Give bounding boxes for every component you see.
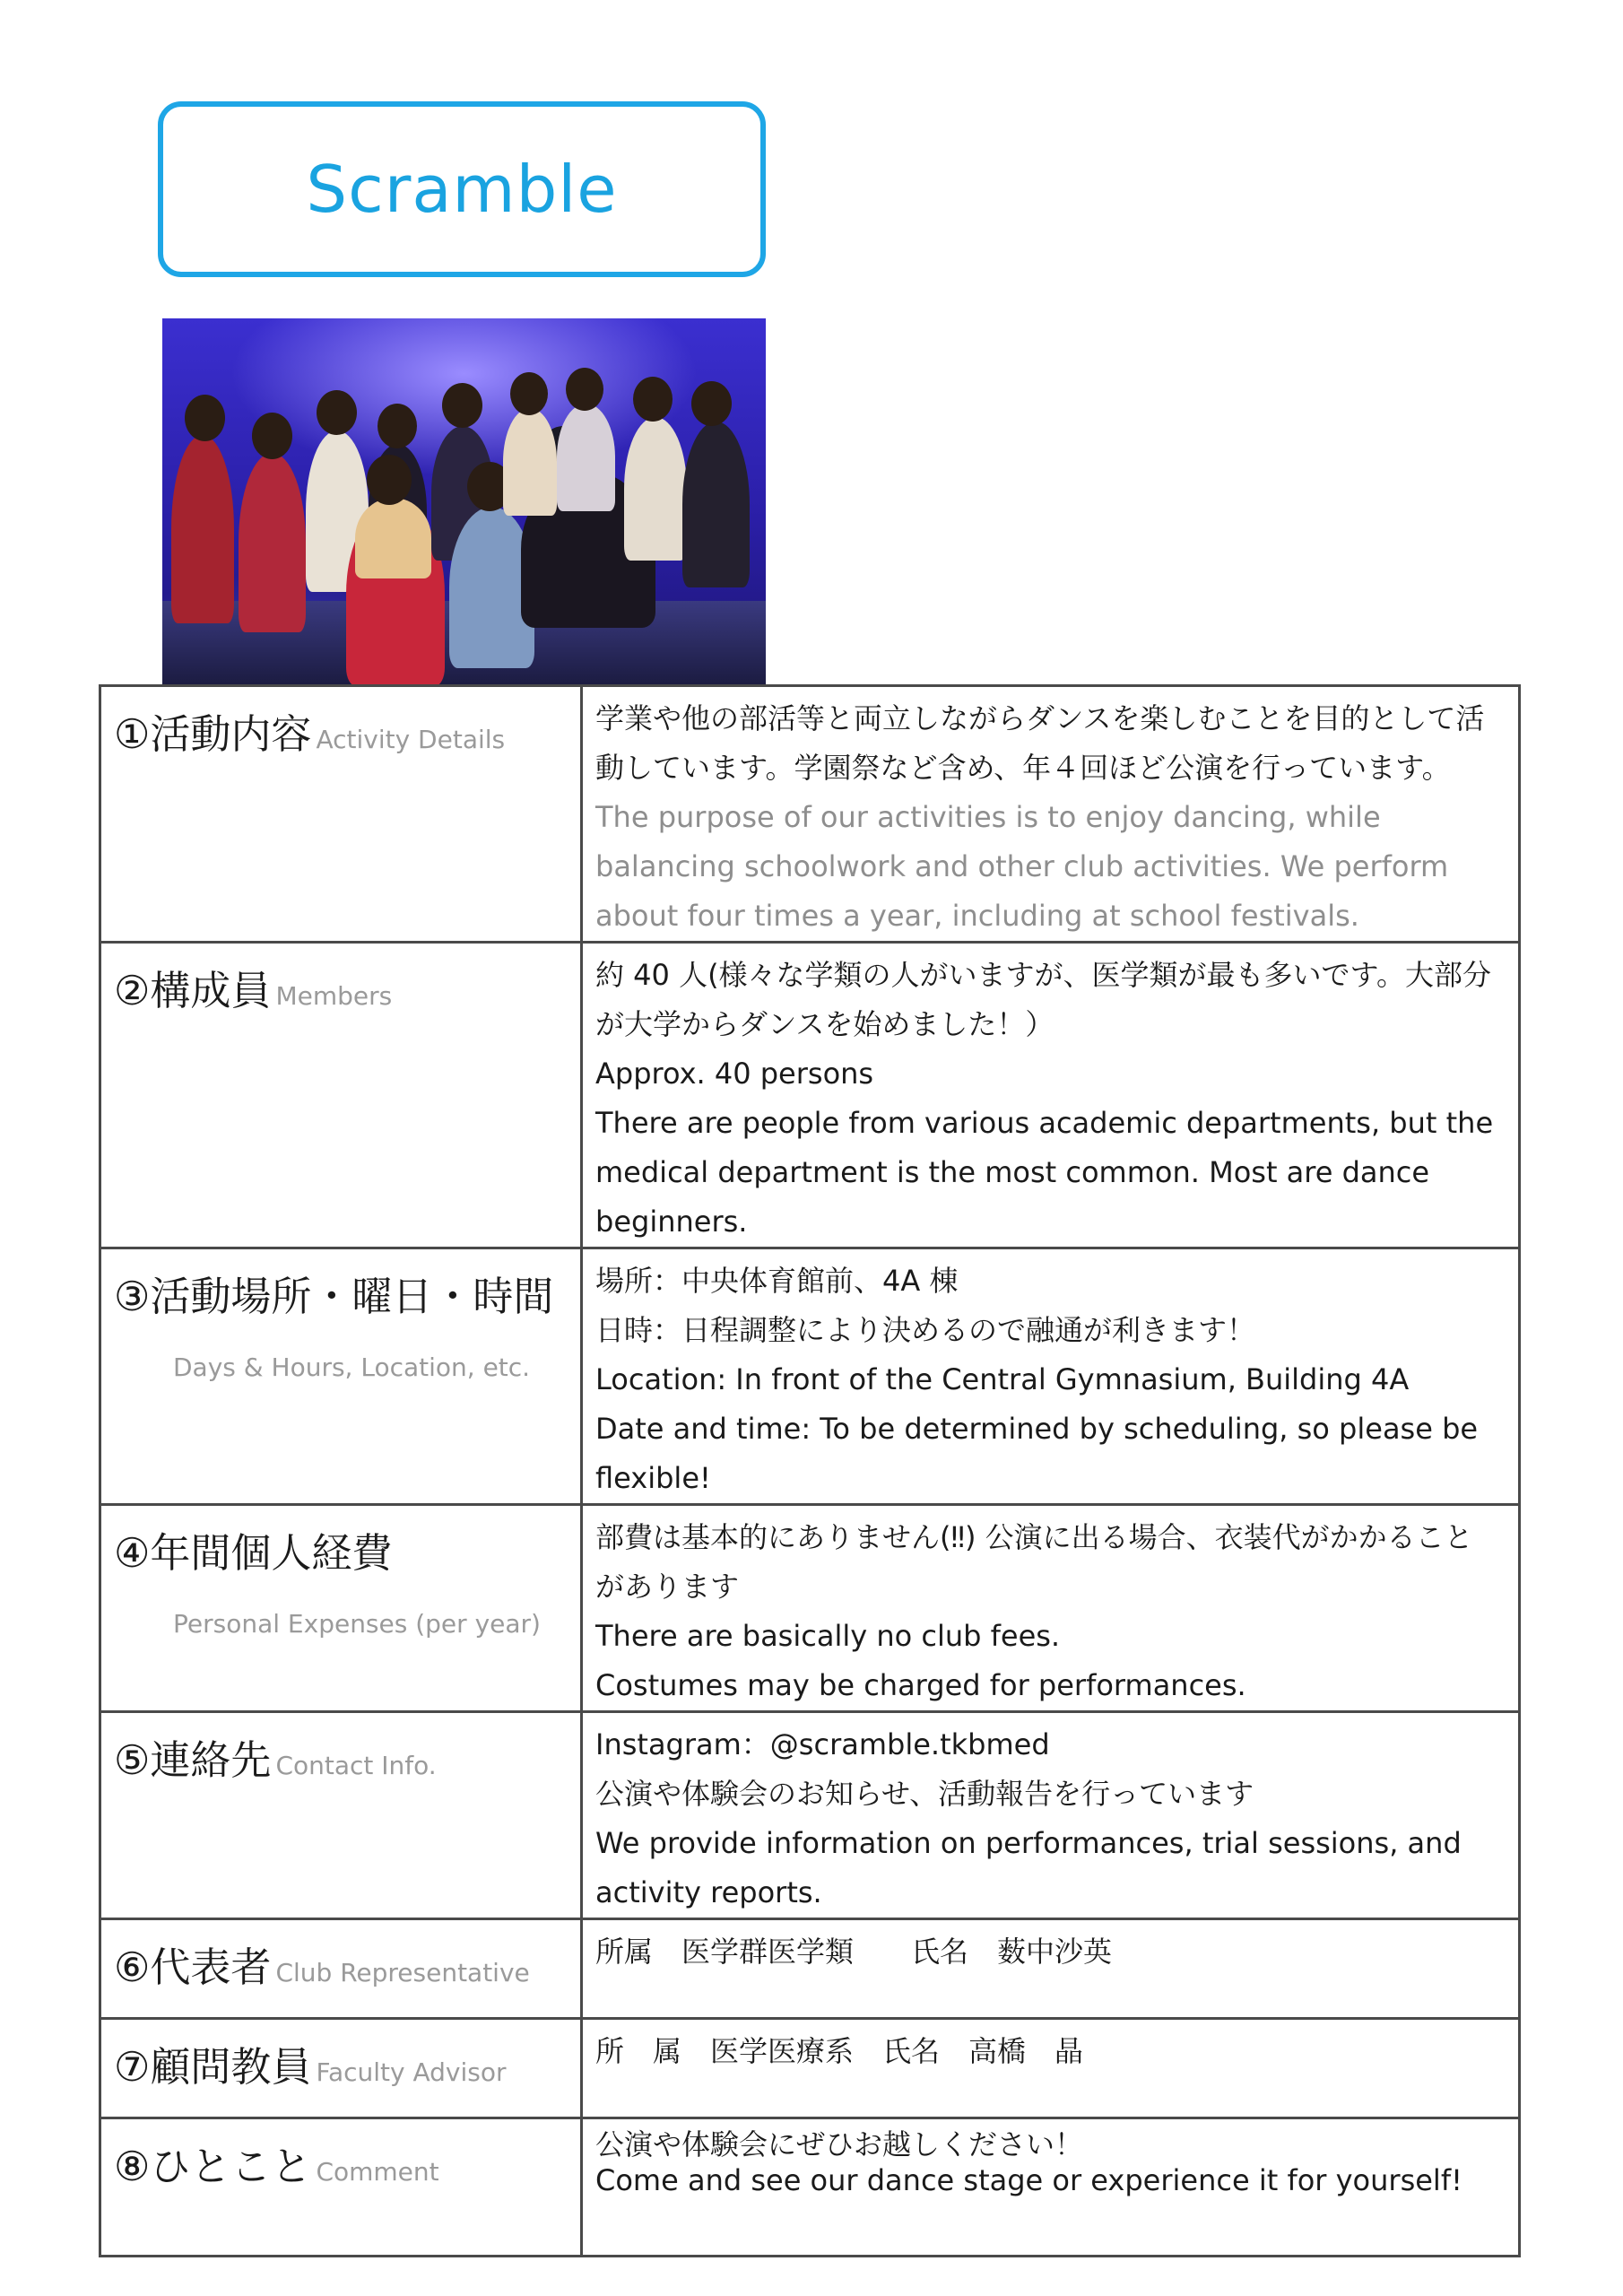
label-en: Club Representative [275,1958,530,1987]
content-line: 公演や体験会のお知らせ、活動報告を行っています [595,1777,1254,1811]
label-en: Members [275,981,393,1011]
row-label [100,1505,582,1712]
row-content [582,1248,1520,1505]
label-ja: ⑦顧問教員 [114,2043,312,2091]
content-line: 動しています。学園祭など含め、年４回ほど公演を行っています。 [595,751,1451,785]
group-photo [162,318,766,686]
club-title: Scramble [306,152,618,227]
table-row [100,2118,1520,2257]
label-ja: ③活動場所・曜日・時間 [114,1273,554,1320]
content-line: 公演や体験会にぜひお越しください！ [595,2127,1084,2161]
row-label [100,1712,582,1919]
info-table [99,684,1521,2257]
content-line: があります [595,1570,740,1604]
person-head [633,377,673,422]
person-head [367,455,412,505]
table-row [100,2019,1520,2118]
content-line: There are people from various academic departments, but the [595,1106,1494,1140]
content-line: 学業や他の部活等と両立しながらダンスを楽しむことを目的として活 [595,701,1485,735]
content-line: activity reports. [595,1875,822,1909]
person-head [691,381,732,426]
label-en: Activity Details [316,725,506,754]
content-line-en: balancing schoolwork and other club activities. We perform [595,849,1449,883]
row-content [582,686,1520,943]
label-en: Faculty Advisor [316,2057,507,2087]
content-line-en: The purpose of our activities is to enjoy dancing, while [595,800,1381,834]
content-line: beginners. [595,1205,748,1239]
person-figure [624,417,687,561]
content-line: Costumes may be charged for performances. [595,1668,1246,1702]
label-en: Days & Hours, Location, etc. [173,1352,531,1382]
person-head [566,368,603,411]
club-title-box [158,101,766,277]
content-line: Date and time: To be determined by scheduling, so please be [595,1412,1479,1446]
content-line: Instagram：@scramble.tkbmed [595,1727,1050,1761]
content-line: 約 40 人(様々な学類の人がいますが、医学類が最も多いです。大部分 [595,958,1491,992]
row-label [100,2019,582,2118]
row-content [582,2019,1520,2118]
content-line: が大学からダンスを始めました！） [595,1007,1055,1041]
row-label [100,1248,582,1505]
label-en: Comment [316,2157,439,2187]
label-ja: ⑤連絡先 [114,1736,272,1784]
label-ja: ②構成員 [114,967,272,1014]
person-head [510,372,548,415]
content-line: Approx. 40 persons [595,1057,874,1091]
label-ja: ⑥代表者 [114,1944,272,1991]
content-line: 所属 医学群医学類 氏名 薮中沙英 [595,1935,1113,1969]
table-row [100,1919,1520,2019]
content-line: 場所：中央体育館前、4A 棟 [595,1264,959,1298]
content-line: 日時：日程調整により決めるので融通が利きます！ [595,1313,1256,1347]
row-label [100,1919,582,2019]
row-content [582,1505,1520,1712]
row-content [582,1919,1520,2019]
table-row [100,1712,1520,1919]
table-row [100,943,1520,1248]
row-content [582,1712,1520,1919]
person-figure [171,435,234,623]
person-head [317,390,357,435]
content-line: 部費は基本的にありません(‼) 公演に出る場合、衣装代がかかること [595,1520,1473,1554]
label-ja: ④年間個人経費 [114,1529,393,1577]
person-figure [239,453,306,632]
label-en: Contact Info. [275,1751,437,1780]
label-en: Personal Expenses (per year) [173,1609,541,1639]
row-label [100,2118,582,2257]
person-head [378,404,417,448]
content-line: medical department is the most common. Most are dance [595,1155,1430,1189]
table-row [100,1505,1520,1712]
content-line-en: about four times a year, including at school festivals. [595,899,1359,933]
row-content [582,943,1520,1248]
row-content [582,2118,1520,2257]
content-line: Come and see our dance stage or experience it for yourself! [595,2163,1462,2197]
label-ja: ①活動内容 [114,710,312,758]
person-head [252,413,292,459]
row-label [100,943,582,1248]
person-head [442,383,482,428]
table-row [100,1248,1520,1505]
label-ja: ⑧ひとこと [114,2143,312,2190]
person-figure [503,408,557,516]
row-label [100,686,582,943]
person-head [185,395,225,441]
person-figure [355,498,431,578]
person-figure [557,404,615,511]
content-line: We provide information on performances, trial sessions, and [595,1826,1462,1860]
content-line: There are basically no club fees. [595,1619,1061,1653]
content-line: Location: In front of the Central Gymnasium, Building 4A [595,1362,1410,1396]
content-line: flexible! [595,1461,711,1495]
content-line: 所 属 医学医療系 氏名 高橋 晶 [595,2034,1084,2068]
table-row [100,686,1520,943]
person-figure [682,422,750,587]
